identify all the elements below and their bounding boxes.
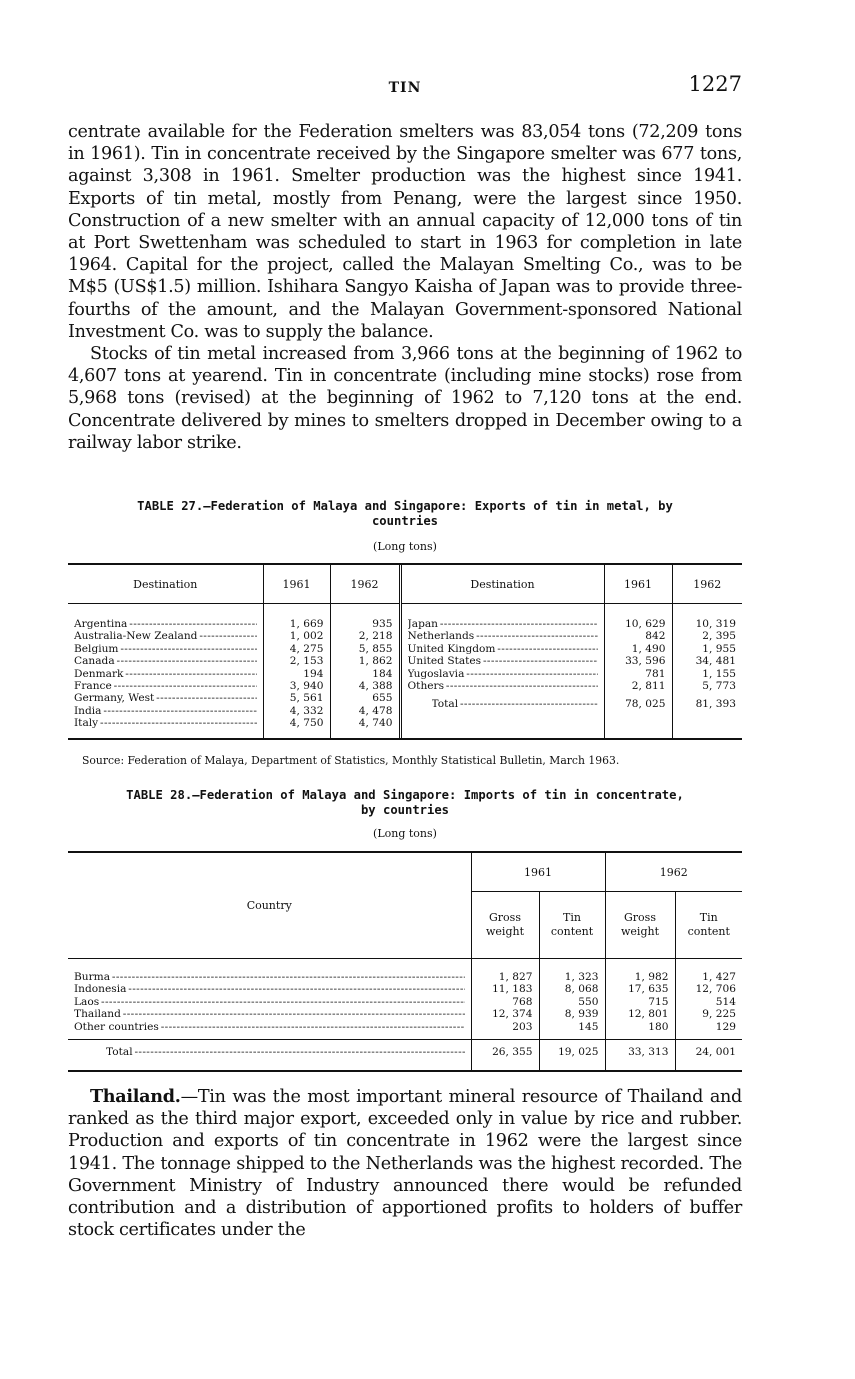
table28-tin-1962: 9, 225 — [702, 1008, 736, 1021]
table28-total-row — [68, 1040, 742, 1071]
table28-country: Laos - - - — [74, 996, 465, 1008]
table-row — [68, 717, 742, 737]
table27-left-1962: 4, 478 — [330, 705, 400, 717]
table28-title-line1: —Federation of Malaya and Singapore: Imports of tin in concentrate, — [192, 788, 684, 802]
running-head — [68, 72, 742, 100]
paragraph-thailand — [68, 1086, 742, 1241]
table27-title-line2: countries — [371, 514, 439, 528]
table-row — [68, 643, 742, 655]
body-text-top — [68, 121, 742, 454]
table28-caption-line1 — [68, 788, 742, 803]
table28-header-tin-1961 — [539, 892, 605, 959]
table28-header-row-years — [68, 853, 742, 892]
table28-total-gross-1962: 33, 313 — [605, 1040, 675, 1071]
table28-header-gross-line2: weight — [621, 925, 659, 938]
table28-header-country: Country — [68, 853, 471, 959]
table27-left-name: Italy - - - — [74, 717, 257, 729]
table27-caption-line1 — [68, 499, 742, 514]
table27-left-1961: 194 — [263, 668, 330, 680]
table28-header-tin-line2: content — [550, 925, 594, 938]
table28-header-gross-line2: weight — [486, 925, 524, 938]
table-row — [68, 668, 742, 680]
running-head-title: TIN — [388, 80, 422, 96]
table27-left-1961: 5, 561 — [263, 692, 330, 704]
table27-units: (Long tons) — [373, 540, 437, 553]
table28-header-gross-1961 — [471, 892, 539, 959]
table27-label: TABLE 27. — [137, 499, 204, 513]
table28-gross-1962: 180 — [605, 1021, 675, 1040]
table27-left-1961: 4, 750 — [263, 717, 330, 737]
table27-header-row — [68, 565, 742, 604]
table27-left-name: Belgium - - - — [74, 643, 257, 655]
table27-right-1961: 10, 629 — [604, 604, 672, 631]
table28-total-gross-1961: 26, 355 — [471, 1040, 539, 1071]
table27-total-1961: 78, 025 — [604, 692, 672, 717]
table27-right-1961: 781 — [604, 668, 672, 680]
table-row — [68, 630, 742, 642]
table28-gross-1962: 1, 982 — [605, 959, 675, 984]
table27-left-name: France - - - — [74, 680, 257, 692]
table28-header-gross-line1: Gross — [624, 911, 656, 924]
table28-tin-1961: 8, 939 — [539, 1008, 605, 1020]
table27-header-destination-left: Destination — [68, 565, 263, 604]
table28-gross-1962: 17, 635 — [605, 983, 675, 995]
table-row — [68, 692, 742, 704]
table27-left-1962: 935 — [330, 604, 400, 631]
table27-left-name: Germany, West - - - — [74, 692, 257, 704]
table27-left-1961: 4, 275 — [263, 643, 330, 655]
table27-left-name: Denmark - - - — [74, 668, 257, 680]
table28-header-tin-line2: content — [687, 925, 730, 938]
table27-right-1961: 842 — [604, 630, 672, 642]
table28-country: Burma - - - — [74, 971, 465, 983]
table27-right-1961: 33, 596 — [604, 655, 672, 667]
table27-right-name: United Kingdom - - - — [408, 643, 598, 655]
table-row — [68, 1008, 742, 1020]
thailand-run-in-heading: Thailand. — [90, 1086, 181, 1107]
table28 — [68, 851, 742, 1072]
table28-tin-1962: 514 — [715, 995, 736, 1008]
table27-right-1961: 1, 490 — [604, 643, 672, 655]
table27-total-1962: 81, 393 — [695, 698, 736, 711]
table28-gross-1961: 768 — [471, 996, 539, 1008]
table27-left-name: India - - - — [74, 705, 257, 717]
table27-total-label: Total - - - — [432, 698, 598, 710]
table27-right-1962: 5, 773 — [702, 680, 736, 693]
table28-label: TABLE 28. — [126, 788, 193, 802]
table-row — [68, 959, 742, 984]
table28-tin-1961: 1, 323 — [539, 959, 605, 984]
table28-header-gross-line1: Gross — [489, 911, 521, 924]
table27-left-1962: 2, 218 — [330, 630, 400, 642]
table27-left-name: Canada - - - — [74, 655, 257, 667]
table28-title-line2: by countries — [360, 803, 450, 817]
table27-right-1962: 1, 955 — [702, 642, 736, 655]
table28-gross-1961: 11, 183 — [471, 983, 539, 995]
table28-header-tin-line1: Tin — [563, 911, 581, 924]
table27-source: Source: Federation of Malaya, Department of Statistics, Monthly Statistical Bulletin, March 1963. — [82, 754, 620, 767]
table28-gross-1962: 12, 801 — [605, 1008, 675, 1020]
table27-left-1962: 1, 862 — [330, 655, 400, 667]
table27-left-1962: 655 — [330, 692, 400, 704]
table28-total-tin-1961: 19, 025 — [539, 1040, 605, 1071]
table28-tin-1961: 145 — [539, 1021, 605, 1040]
table27-left-1962: 4, 740 — [330, 717, 400, 737]
table28-country: Indonesia - - - — [74, 983, 465, 995]
table28-header-gross-1962 — [605, 892, 675, 959]
table-row — [68, 655, 742, 667]
table27-left-name: Australia-New Zealand - - - — [74, 630, 257, 642]
table27-left-1961: 2, 153 — [263, 655, 330, 667]
table28-tin-1961: 550 — [539, 996, 605, 1008]
table28-gross-1961: 12, 374 — [471, 1008, 539, 1020]
table27 — [68, 563, 742, 740]
table27-left-1962: 4, 388 — [330, 680, 400, 692]
table-row — [68, 996, 742, 1008]
table27-title-line1: —Federation of Malaya and Singapore: Exports of tin in metal, by — [203, 499, 673, 513]
table27-left-1962: 5, 855 — [330, 643, 400, 655]
table-row — [68, 1021, 742, 1040]
table28-header-1962: 1962 — [605, 853, 742, 892]
table28-tin-1961: 8, 068 — [539, 983, 605, 995]
table28-total-label: Total - - - — [106, 1046, 465, 1058]
table27-caption — [68, 499, 742, 529]
table27-right-1961: 2, 811 — [604, 680, 672, 692]
table27-right-1962: 2, 395 — [702, 630, 736, 643]
table27-right-1962: 10, 319 — [695, 618, 736, 630]
table28-header-1961: 1961 — [471, 853, 605, 892]
table28-total-tin-1962: 24, 001 — [675, 1040, 742, 1071]
table27-left-1961: 4, 332 — [263, 705, 330, 717]
table28-country: Thailand - - - — [74, 1008, 465, 1020]
table27-header-1961-left: 1961 — [263, 565, 330, 604]
table27-left-1961: 1, 002 — [263, 630, 330, 642]
table27-header-1962-left: 1962 — [330, 565, 400, 604]
table27-right-name: Yugoslavia - - - — [408, 668, 598, 680]
table27-header-destination-right: Destination — [400, 565, 604, 604]
body-text-bottom — [68, 1086, 742, 1241]
thailand-text: —Tin was the most important mineral resource of Thailand and ranked as the third major export, exceeded only in value by rice and rubber. Production and exports of tin concentrate in 1962 were the largest since 1941. The tonnage shipped to the Netherlands was the highest recorded. The Government Ministry of Industry announced there would be refunded contribution and a distribution of apportioned profits to holders of buffer stock certificates under the — [68, 1087, 742, 1241]
table28-units: (Long tons) — [373, 827, 437, 840]
table27-left-1961: 3, 940 — [263, 680, 330, 692]
table28-gross-1961: 203 — [471, 1021, 539, 1040]
table-row — [68, 680, 742, 692]
table27-left-1961: 1, 669 — [263, 604, 330, 631]
table28-gross-1962: 715 — [605, 996, 675, 1008]
table27-left-1962: 184 — [330, 668, 400, 680]
paragraph-smelters: centrate available for the Federation smelters was 83,054 tons (72,209 tons in 1961). Tin in concentrate received by the Singapore smelter was 677 tons, against 3,308 in 1961. Smelter production was the highest since 1941. Exports of tin metal, mostly from Penang, were the largest since 1950. Construction of a new smelter with an annual capacity of 12,000 tons of tin at Port Swettenham was scheduled to start in 1963 for completion in late 1964. Capital for the project, called the Malayan Smelting Co., was to be M$5 (US$1.5) million. Ishihara Sangyo Kaisha of Japan was to provide three-fourths of the amount, and the Malayan Government-sponsored National Investment Co. was to supply the balance. — [68, 122, 742, 342]
table28-tin-1962: 1, 427 — [702, 971, 736, 983]
table28-gross-1961: 1, 827 — [471, 959, 539, 984]
table27-left-name: Argentina - - - — [74, 618, 257, 630]
table28-tin-1962: 12, 706 — [695, 983, 736, 996]
table-row — [68, 983, 742, 995]
table27-right-name: Netherlands - - - — [408, 630, 598, 642]
table27-right-1962: 34, 481 — [695, 655, 736, 668]
table28-tin-1962: 129 — [715, 1020, 736, 1033]
table28-country: Other countries - - - — [74, 1021, 465, 1033]
table28-caption — [68, 788, 742, 818]
table-row — [68, 604, 742, 631]
table27-right-1962: 1, 155 — [702, 667, 736, 680]
table28-header-tin-line1: Tin — [699, 911, 718, 924]
table28-header-tin-1962 — [675, 892, 742, 959]
table27-right-name: United States - - - — [408, 655, 598, 667]
table27-right-name: Others - - - — [408, 680, 598, 692]
page-number: 1227 — [688, 72, 742, 96]
table27-right-name: Japan - - - — [408, 618, 598, 630]
table27-header-1961-right: 1961 — [604, 565, 672, 604]
paragraph-stocks: Stocks of tin metal increased from 3,966 tons at the beginning of 1962 to 4,607 tons at yearend. Tin in concentrate (including mine stocks) rose from 5,968 tons (revised) at the beginning of 1962 to 7,120 tons at the end. Concentrate delivered by mines to smelters dropped in December owing to a railway labor strike. — [68, 344, 742, 453]
table27-header-1962-right: 1962 — [672, 565, 742, 604]
